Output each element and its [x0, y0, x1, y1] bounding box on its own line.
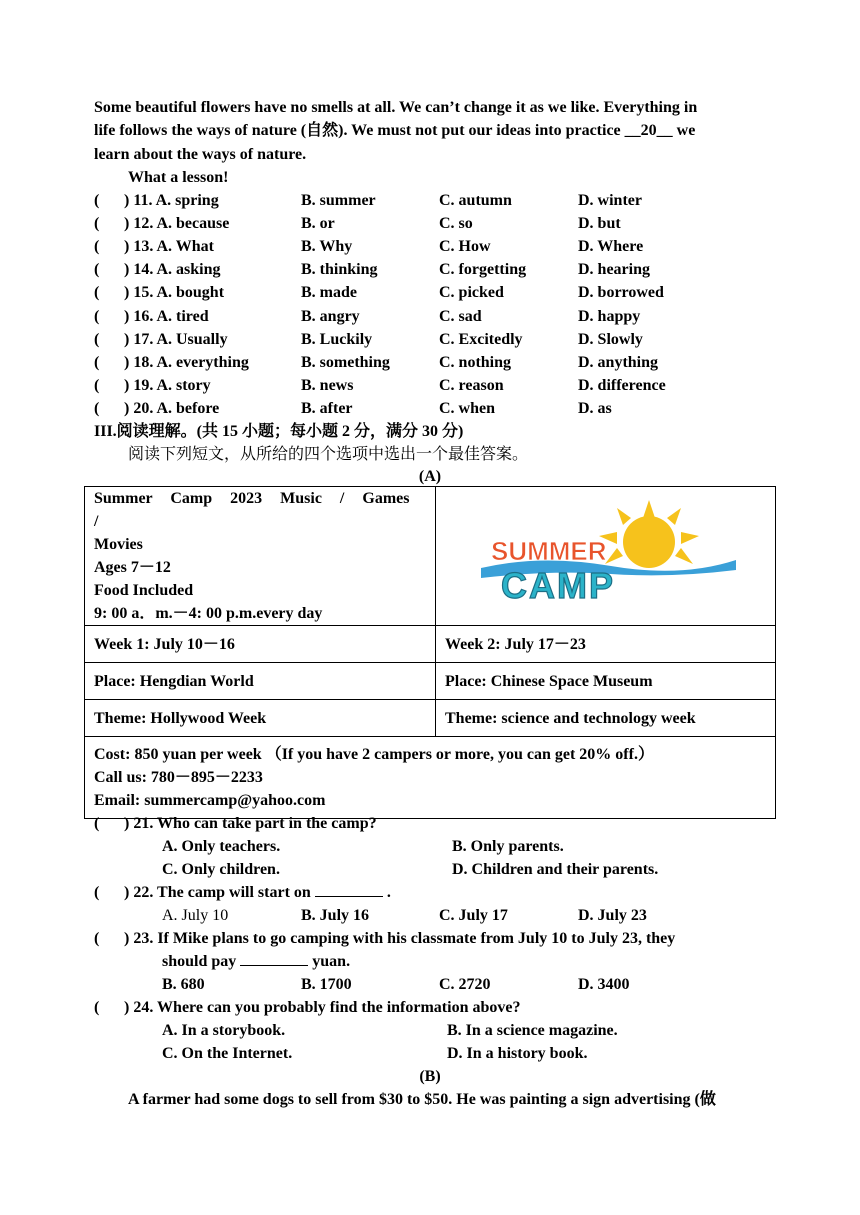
- option-d: D. winter: [578, 192, 642, 209]
- question-23-cont: [94, 950, 784, 973]
- cloze-option-row: [94, 305, 774, 328]
- answer-paren[interactable]: (: [94, 353, 100, 371]
- question-text-wrap: [124, 881, 391, 904]
- option-b: B. something: [301, 353, 390, 371]
- question-text-end: .: [386, 884, 391, 901]
- option-b: B. July 16: [301, 907, 370, 924]
- option-d: D. Slowly: [578, 330, 643, 348]
- camp-cost: Cost: 850 yuan per week （If you have 2 campers or more, you can get 20% off.）: [94, 746, 654, 763]
- answer-paren[interactable]: (: [94, 376, 100, 394]
- option-b: B. Only parents.: [452, 838, 564, 855]
- camp-title: Summer Camp 2023 Music / Games /: [94, 490, 410, 530]
- cloze-option-row: [94, 328, 774, 351]
- option-a: ) 17. A. Usually: [124, 330, 228, 348]
- answer-paren[interactable]: (: [94, 330, 100, 348]
- passage-label-a: (A): [418, 468, 442, 485]
- answer-paren[interactable]: (: [94, 238, 100, 256]
- option-a: ) 19. A. story: [124, 376, 211, 394]
- option-b: B. made: [301, 284, 357, 302]
- question-22: [94, 881, 784, 904]
- passage-line: What a lesson!: [128, 169, 229, 186]
- question-text: ) 24. Where can you probably find the information above?: [124, 999, 521, 1016]
- option-d: D. July 23: [578, 907, 647, 924]
- cloze-option-row: [94, 351, 774, 374]
- camp-info-table: [84, 486, 776, 819]
- cloze-option-row: [94, 258, 774, 281]
- camp-time: 9: 00 a．m.－4: 00 p.m.every day: [94, 605, 323, 622]
- option-d: D. difference: [578, 376, 666, 394]
- options-row: [94, 835, 784, 858]
- answer-paren[interactable]: (: [94, 399, 100, 417]
- contact-cell: [85, 737, 776, 819]
- option-b: B. Luckily: [301, 330, 373, 348]
- passage-label-b: (B): [419, 1068, 441, 1085]
- question-text: should pay: [162, 953, 237, 970]
- answer-paren[interactable]: (: [94, 284, 100, 302]
- camp-email: Email: summercamp@yahoo.com: [94, 792, 326, 809]
- option-b: B. 1700: [301, 976, 352, 993]
- question-text-end: yuan.: [312, 953, 351, 970]
- options-row: [94, 1019, 784, 1042]
- option-d: D. borrowed: [578, 284, 664, 302]
- cloze-option-row: [94, 281, 774, 304]
- option-d: D. as: [578, 399, 612, 417]
- option-b: B. In a science magazine.: [447, 1022, 618, 1039]
- camp-ages: Ages 7－12: [94, 559, 171, 576]
- option-b: B. or: [301, 215, 335, 233]
- option-d: D. anything: [578, 353, 659, 371]
- option-d: D. In a history book.: [447, 1045, 588, 1062]
- cloze-option-row: [94, 235, 774, 258]
- option-a: ) 12. A. because: [124, 215, 230, 233]
- answer-paren[interactable]: (: [94, 930, 100, 947]
- option-d: D. Children and their parents.: [452, 861, 659, 878]
- section-instruction: 阅读下列短文，从所给的四个选项中选出一个最佳答案。: [128, 446, 529, 463]
- option-b: B. Why: [301, 238, 353, 256]
- answer-blank[interactable]: [315, 882, 383, 897]
- theme2-cell: Theme: science and technology week: [436, 700, 776, 737]
- option-a: ) 11. A. spring: [124, 192, 219, 209]
- logo-camp-text: CAMP: [500, 564, 615, 606]
- option-d: D. but: [578, 215, 621, 233]
- option-b: B. after: [301, 399, 353, 417]
- option-c: C. Excitedly: [439, 330, 523, 348]
- cloze-option-row: [94, 397, 774, 420]
- options-row: [94, 858, 784, 881]
- question-text-wrap: [162, 950, 350, 973]
- option-d: D. 3400: [578, 976, 630, 993]
- option-a-wrap: [162, 904, 228, 927]
- answer-paren[interactable]: (: [94, 215, 100, 233]
- answer-blank[interactable]: [240, 951, 308, 966]
- section-title: III.阅读理解。(共 15 小题；每小题 2 分，满分 30 分): [94, 423, 464, 440]
- option-d: D. happy: [578, 307, 641, 325]
- option-c: C. forgetting: [439, 261, 527, 279]
- question-text: ) 23. If Mike plans to go camping with his classmate from July 10 to July 23, they: [124, 930, 676, 947]
- place1-cell: Place: Hengdian World: [85, 663, 436, 700]
- camp-logo-cell: [436, 487, 776, 626]
- camp-header-cell: [85, 487, 436, 626]
- option-c: C. July 17: [439, 907, 508, 924]
- option-a: ) 13. A. What: [124, 238, 214, 256]
- question-24: [94, 996, 784, 1019]
- logo-summer-text: SUMMER: [490, 535, 607, 566]
- question-text: ) 22. The camp will start on: [124, 884, 311, 901]
- cloze-option-row: [94, 212, 774, 235]
- question-text: ) 21. Who can take part in the camp?: [124, 815, 377, 832]
- option-a: ) 14. A. asking: [124, 261, 221, 279]
- question-23: [94, 927, 784, 950]
- option-c: C. On the Internet.: [162, 1045, 293, 1062]
- option-c: C. reason: [439, 376, 504, 394]
- camp-title-cont: Movies: [94, 536, 143, 553]
- week2-cell: Week 2: July 17－23: [436, 626, 776, 663]
- option-c: C. 2720: [439, 976, 491, 993]
- options-row: [94, 1042, 784, 1065]
- cloze-option-row: [94, 189, 774, 212]
- options-row: [94, 973, 784, 996]
- option-c: C. so: [439, 215, 473, 233]
- option-c: C. picked: [439, 284, 504, 302]
- option-a: A. In a storybook.: [162, 1022, 286, 1039]
- option-c: C. sad: [439, 307, 482, 325]
- passage-line: learn about the ways of nature.: [94, 146, 307, 163]
- option-a: A. July 10: [162, 907, 229, 924]
- place2-cell: Place: Chinese Space Museum: [436, 663, 776, 700]
- option-c: C. Only children.: [162, 861, 280, 878]
- options-row: [94, 904, 784, 927]
- answer-paren[interactable]: (: [94, 261, 100, 279]
- option-b: B. angry: [301, 307, 360, 325]
- passage-b-line: A farmer had some dogs to sell from $30 to $50. He was painting a sign advertising (做: [128, 1091, 716, 1108]
- sun-icon: [599, 500, 699, 568]
- answer-paren[interactable]: (: [94, 192, 100, 209]
- option-c: C. How: [439, 238, 491, 256]
- option-c: C. autumn: [439, 192, 512, 209]
- passage-line: Some beautiful flowers have no smells at all. We can’t change it as we like. Everything in: [94, 99, 698, 116]
- answer-paren[interactable]: (: [94, 815, 100, 832]
- answer-paren[interactable]: (: [94, 884, 100, 901]
- question-21: [94, 812, 784, 835]
- option-c: C. when: [439, 399, 496, 417]
- summer-camp-logo: [471, 498, 741, 608]
- option-b: B. thinking: [301, 261, 378, 279]
- option-a: B. 680: [162, 976, 205, 993]
- option-a: ) 15. A. bought: [124, 284, 225, 302]
- option-d: D. hearing: [578, 261, 650, 279]
- option-d: D. Where: [578, 238, 644, 256]
- option-a: ) 16. A. tired: [124, 307, 209, 325]
- option-a: A. Only teachers.: [162, 838, 281, 855]
- week1-cell: Week 1: July 10－16: [85, 626, 436, 663]
- camp-phone: Call us: 780－895－2233: [94, 769, 263, 786]
- cloze-option-row: [94, 374, 774, 397]
- option-c: C. nothing: [439, 353, 512, 371]
- option-b: B. news: [301, 376, 354, 394]
- answer-paren[interactable]: (: [94, 999, 100, 1016]
- camp-food: Food Included: [94, 582, 194, 599]
- option-b: B. summer: [301, 192, 376, 209]
- camp-title-row: [94, 487, 426, 533]
- theme1-cell: Theme: Hollywood Week: [85, 700, 436, 737]
- option-a: ) 18. A. everything: [124, 353, 249, 371]
- answer-paren[interactable]: (: [94, 307, 100, 325]
- passage-line: life follows the ways of nature (自然). We must not put our ideas into practice __20__ we: [94, 122, 696, 139]
- option-a: ) 20. A. before: [124, 399, 220, 417]
